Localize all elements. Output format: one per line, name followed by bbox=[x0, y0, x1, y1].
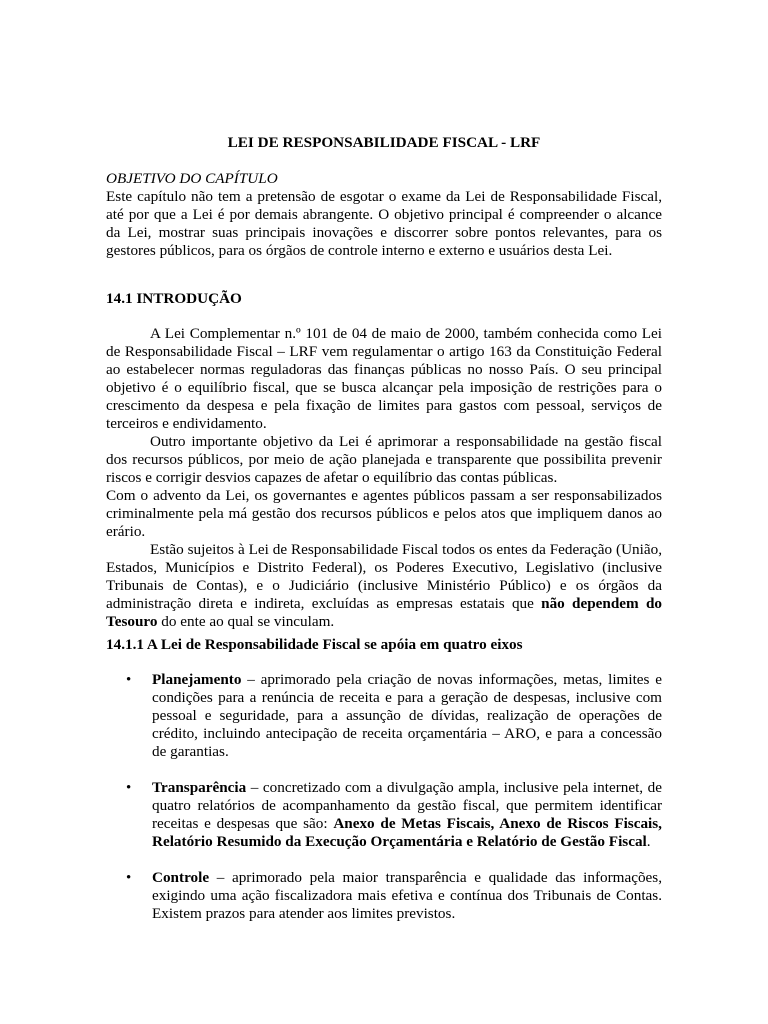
objetivo-text: Este capítulo não tem a pretensão de esgotar o exame da Lei de Responsabilidade Fiscal, até por que a Lei é por demais abrangente. O objetivo principal é compreender o alcance da Lei, mostrar suas principais inovações e discorrer sobre pontos relevantes, para os gestores públicos, para os órgãos de controle interno e externo e usuários desta Lei. bbox=[106, 188, 662, 259]
paragraph-4-start: Estão sujeitos à Lei de Responsabilidade Fiscal todos os entes da Federação (União, Estados, Municípios e Distrito Federal), os Poderes Executivo, Legislativo (inclusive Tribunais de Contas), e o Judiciário (inclusive Ministério Público) e os órgãos da administração direta e indireta, excluídas as empresas estatais que bbox=[106, 541, 662, 612]
introducao-heading: 14.1 INTRODUÇÃO bbox=[106, 290, 242, 307]
paragraph-4-end: do ente ao qual se vinculam. bbox=[157, 613, 335, 630]
paragraph-4-bold: não dependem do Tesouro bbox=[106, 595, 662, 630]
bullet-icon: • bbox=[126, 780, 132, 796]
introducao-paragraph-2: Outro importante objetivo da Lei é aprimorar a responsabilidade na gestão fiscal dos recursos públicos, por meio de ação planejada e transparente que possibilita prevenir riscos e corrigir desvios capazes de afetar o equilíbrio das contas públicas. bbox=[106, 433, 662, 486]
list-item-transparencia bbox=[106, 779, 662, 851]
transparencia-text: – concretizado com a divulgação ampla, inclusive pela internet, de quatro relatórios de acompanhamento da gestão fiscal, que permitem identificar receitas e despesas que são: bbox=[152, 779, 662, 832]
introducao-paragraph-1: A Lei Complementar n.º 101 de 04 de maio de 2000, também conhecida como Lei de Responsabilidade Fiscal – LRF vem regulamentar o artigo 163 da Constituição Federal ao estabelecer normas reguladoras das finanças públicas no nosso País. O seu principal objetivo é o equilíbrio fiscal, que se busca alcançar pela imposição de restrições para o crescimento da despesa e pela fixação de limites para gastos com pessoal, serviços de terceiros e endividamento. bbox=[106, 325, 662, 432]
bullet-icon: • bbox=[126, 870, 132, 886]
introducao-section bbox=[106, 325, 662, 631]
planejamento-term: Planejamento bbox=[152, 671, 242, 688]
list-item-planejamento bbox=[106, 671, 662, 761]
controle-text: – aprimorado pela maior transparência e qualidade das informações, exigindo uma ação fiscalizadora mais efetiva e contínua dos Tribunais de Contas. Existem prazos para atender aos limites previstos. bbox=[152, 869, 662, 922]
objetivo-heading: OBJETIVO DO CAPÍTULO bbox=[106, 170, 278, 187]
bullet-icon: • bbox=[126, 672, 132, 688]
introducao-paragraph-3: Com o advento da Lei, os governantes e agentes públicos passam a ser responsabilizados criminalmente pela má gestão dos recursos públicos e pelos atos que impliquem danos ao erário. bbox=[106, 487, 662, 540]
list-item-controle bbox=[106, 869, 662, 923]
transparencia-end: . bbox=[646, 833, 651, 850]
introducao-paragraph-4 bbox=[106, 541, 662, 631]
document-title: LEI DE RESPONSABILIDADE FISCAL - LRF bbox=[227, 134, 541, 151]
controle-term: Controle bbox=[152, 869, 210, 886]
transparencia-term: Transparência bbox=[152, 779, 247, 796]
eixos-heading: 14.1.1 A Lei de Responsabilidade Fiscal se apóia em quatro eixos bbox=[106, 636, 523, 653]
eixos-list bbox=[106, 671, 662, 923]
planejamento-text: – aprimorado pela criação de novas informações, metas, limites e condições para a renúncia de receita e para a geração de despesas, inclusive com pessoal e seguridade, para a assunção de dívidas, realização de operações de crédito, incluindo antecipação de receita orçamentária – ARO, e para a concessão de garantias. bbox=[152, 671, 662, 760]
transparencia-reports: Anexo de Metas Fiscais, Anexo de Riscos Fiscais, Relatório Resumido da Execução Orçamentária e Relatório de Gestão Fiscal bbox=[152, 815, 662, 850]
objetivo-section bbox=[106, 170, 662, 260]
